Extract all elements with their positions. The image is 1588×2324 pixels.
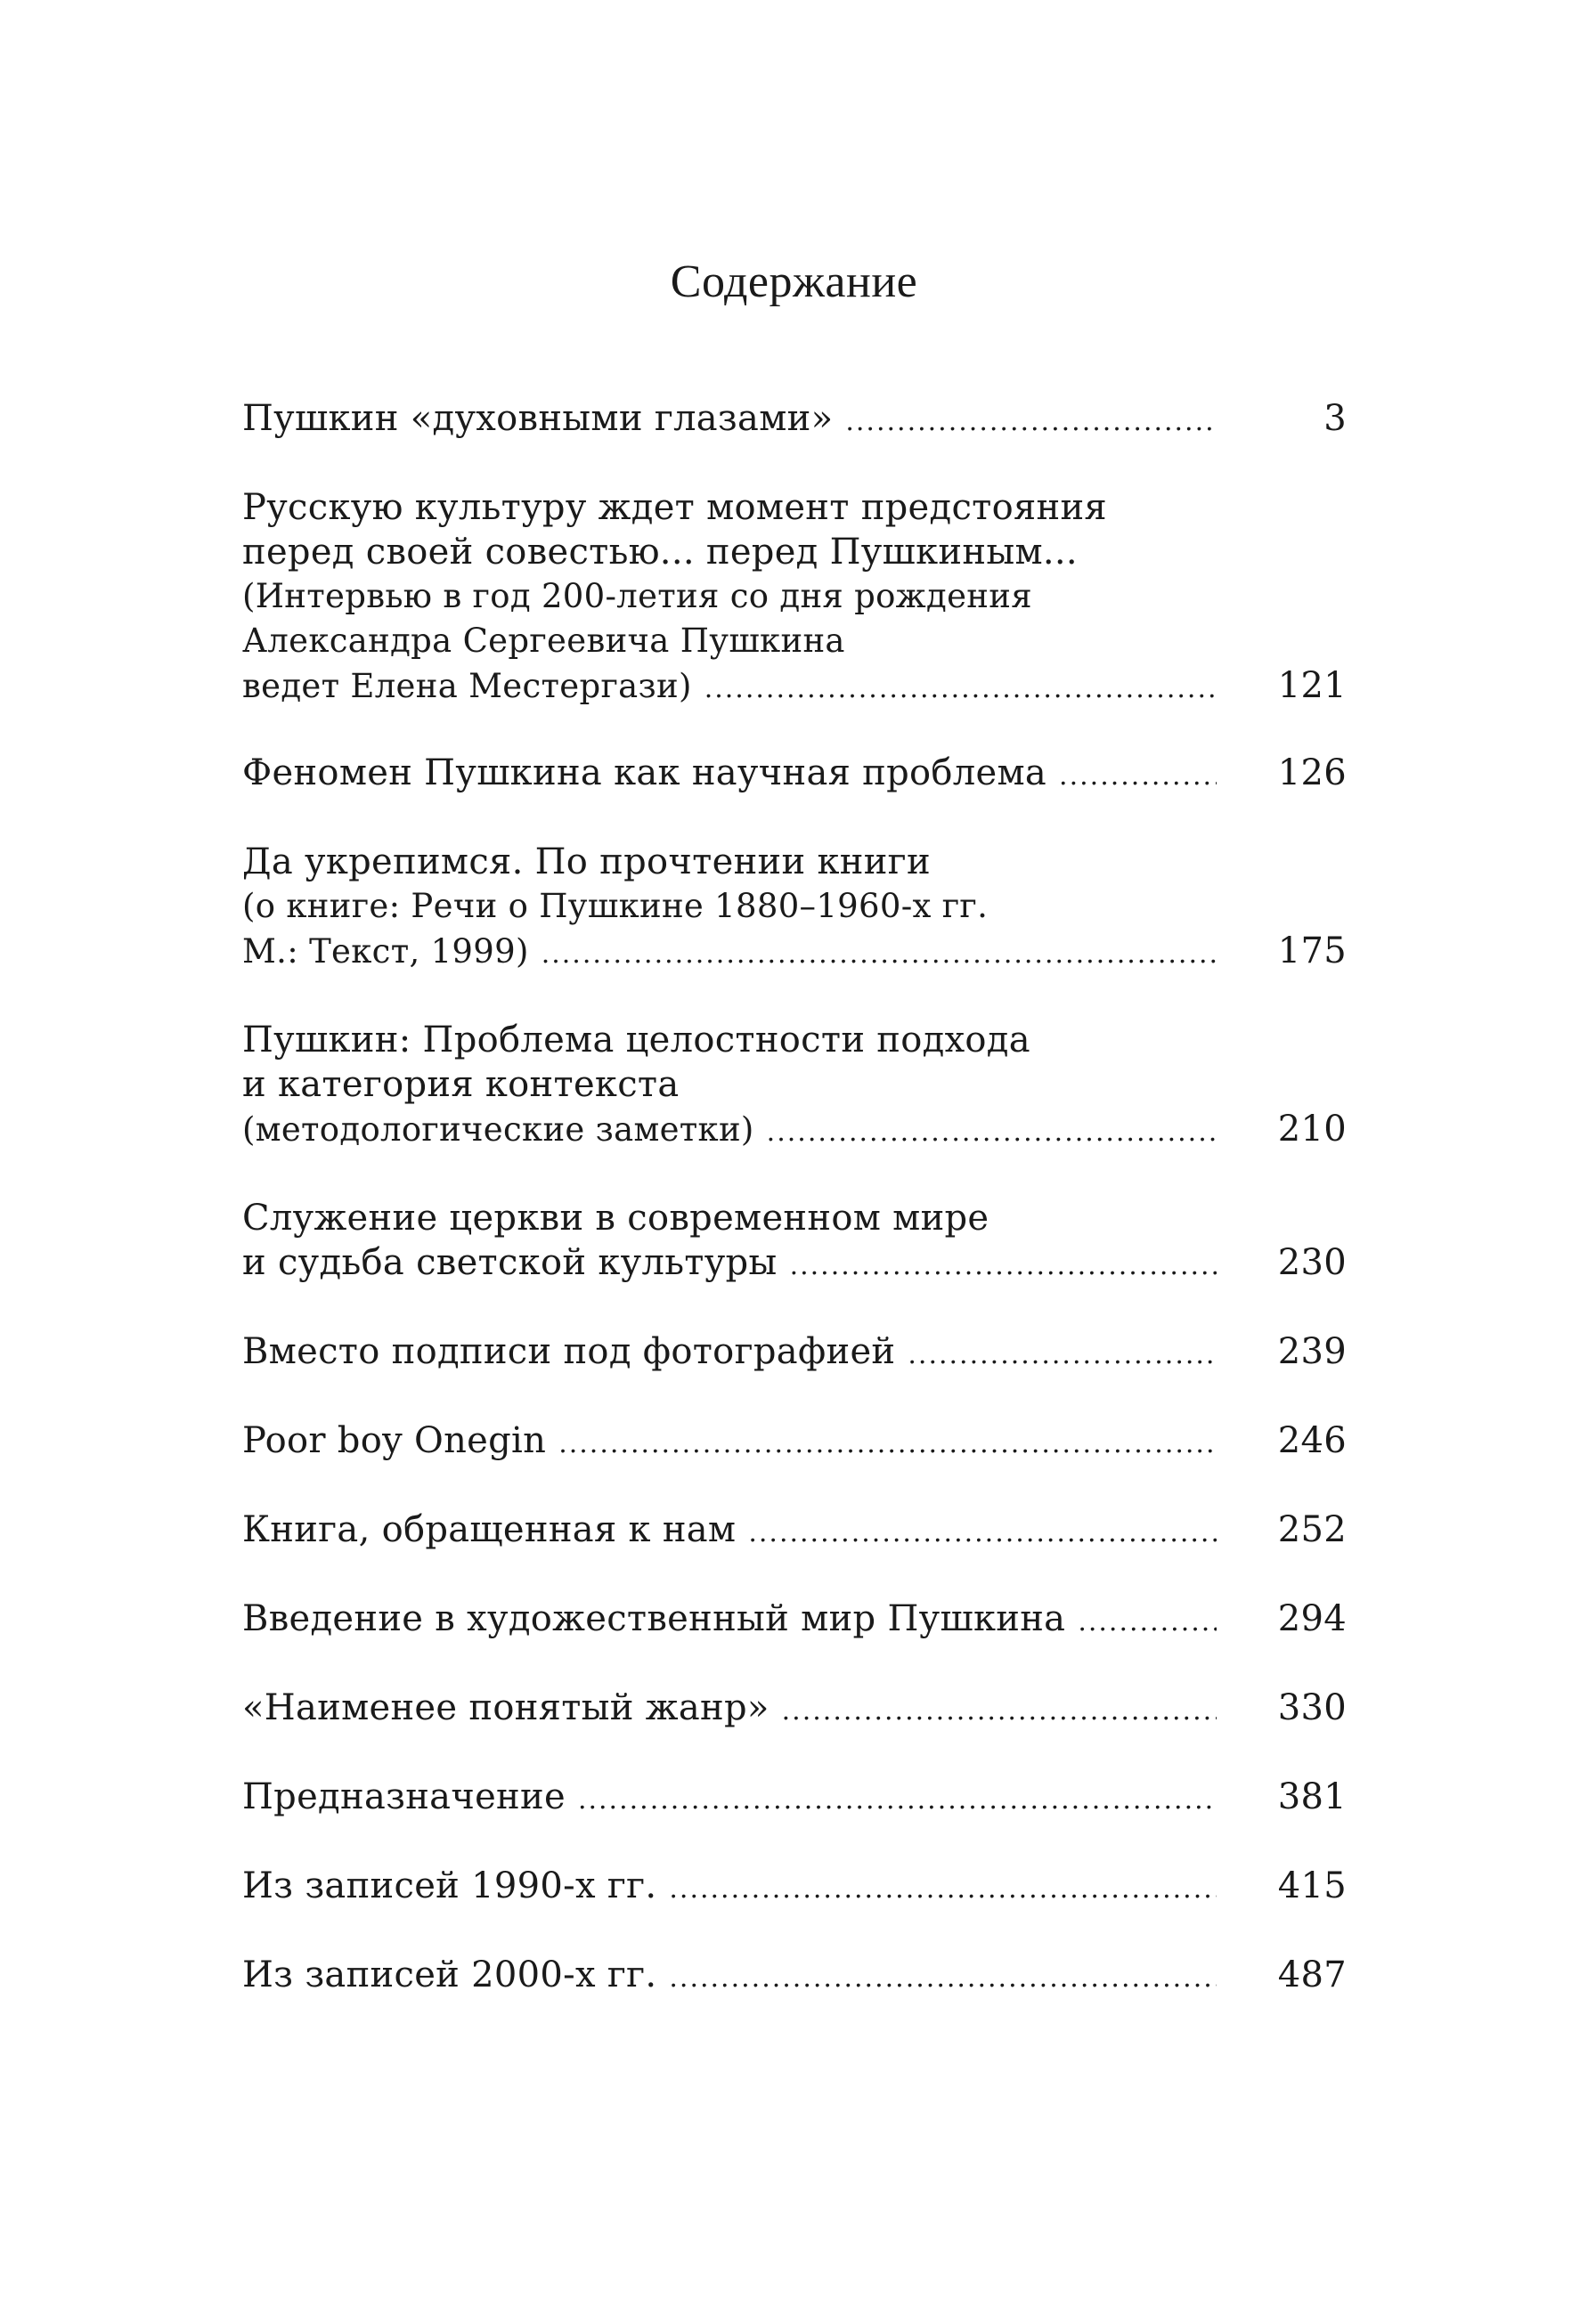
toc-page-number: 415 [1277, 1865, 1347, 1906]
toc-entry-last-line [242, 1107, 1347, 1155]
toc-entry-title: «Наименее понятый жанр» [242, 1687, 770, 1728]
dot-leader [704, 667, 1217, 711]
toc-entry-last-line [242, 1953, 1347, 2001]
toc-entry-line: перед своей совестью... перед Пушкиным... [242, 532, 1078, 573]
toc-page-number: 230 [1277, 1242, 1347, 1283]
dot-leader [767, 1110, 1217, 1155]
toc-entry-title: Вместо подписи под фотографией [242, 1331, 896, 1372]
dot-leader [669, 1867, 1217, 1912]
toc-entry-title: Из записей 1990-х гг. [242, 1865, 657, 1906]
page-title: Содержание [670, 256, 918, 307]
dot-leader [748, 1511, 1217, 1556]
toc-entry-last-line [242, 1418, 1347, 1467]
toc-entry-last-line [242, 929, 1347, 977]
dot-leader [558, 1422, 1217, 1467]
toc-entry-title: М.: Текст, 1999) [242, 932, 529, 971]
toc-entry-title: и судьба светской культуры [242, 1242, 778, 1283]
toc-page-number: 246 [1277, 1420, 1347, 1461]
toc-entry-last-line [242, 396, 1347, 444]
toc-entry-title: ведет Елена Местергази) [242, 667, 692, 705]
toc-entry-line: Александра Сергеевича Пушкина [242, 622, 845, 660]
toc-page-number: 126 [1277, 752, 1347, 793]
toc-entry [242, 1196, 1347, 1288]
toc-entry [242, 840, 1347, 977]
toc-entry [242, 485, 1347, 711]
toc-entry [242, 1507, 1347, 1556]
toc-entry-title: Пушкин «духовными глазами» [242, 398, 834, 439]
toc-page-number: 3 [1323, 398, 1347, 439]
toc-page-number: 381 [1277, 1776, 1347, 1817]
toc-entry-last-line [242, 1864, 1347, 1912]
toc-entry [242, 1329, 1347, 1377]
toc-entry [242, 1953, 1347, 2001]
toc-page-number: 330 [1277, 1687, 1347, 1728]
toc-entry [242, 751, 1347, 799]
dot-leader [1059, 754, 1217, 799]
toc-entry-line: (о книге: Речи о Пушкине 1880–1960-х гг. [242, 887, 989, 925]
toc-entry-last-line [242, 1597, 1347, 1645]
toc-page-number: 252 [1277, 1509, 1347, 1550]
toc-page-number: 121 [1277, 665, 1347, 706]
toc-page-number: 175 [1277, 930, 1347, 971]
toc-entry-title: Poor boy Onegin [242, 1420, 547, 1461]
toc-entry-last-line [242, 1507, 1347, 1556]
toc-entry-title: Феномен Пушкина как научная проблема [242, 752, 1047, 793]
toc-entry-title: Из записей 2000-х гг. [242, 1954, 657, 1995]
toc-entry-line: Служение церкви в современном мире [242, 1198, 989, 1239]
toc-entry-last-line [242, 1686, 1347, 1734]
toc-entry-last-line [242, 663, 1347, 711]
toc-entry-last-line [242, 1240, 1347, 1288]
toc-entry-line: (Интервью в год 200-летия со дня рождения [242, 577, 1032, 615]
toc-entry-line: и категория контекста [242, 1064, 680, 1105]
dot-leader [542, 932, 1217, 977]
toc-entry-last-line [242, 1329, 1347, 1377]
toc-entry-line: Пушкин: Проблема целостности подхода [242, 1020, 1030, 1060]
toc-entry [242, 1418, 1347, 1467]
toc-page-number: 487 [1277, 1954, 1347, 1995]
dot-leader [1078, 1600, 1217, 1645]
toc-page-number: 210 [1277, 1109, 1347, 1150]
toc-entry-title: Предназначение [242, 1776, 566, 1817]
toc-entry [242, 396, 1347, 444]
toc-entry [242, 1597, 1347, 1645]
dot-leader [845, 400, 1217, 444]
toc-entry-line: Русскую культуру ждет момент предстояния [242, 487, 1107, 528]
toc-entry-last-line [242, 751, 1347, 799]
toc-page-number: 239 [1277, 1331, 1347, 1372]
toc-entry [242, 1775, 1347, 1823]
toc-entry-title: (методологические заметки) [242, 1110, 754, 1149]
dot-leader [908, 1333, 1217, 1377]
toc-entry [242, 1018, 1347, 1155]
dot-leader [578, 1778, 1217, 1823]
dot-leader [669, 1956, 1217, 2001]
dot-leader [790, 1244, 1217, 1288]
toc-entry-line: Да укрепимся. По прочтении книги [242, 841, 931, 882]
toc-entry-last-line [242, 1775, 1347, 1823]
toc-entry-title: Книга, обращенная к нам [242, 1509, 737, 1550]
toc-entry [242, 1686, 1347, 1734]
toc-entry-title: Введение в художественный мир Пушкина [242, 1598, 1066, 1639]
dot-leader [782, 1689, 1217, 1734]
toc-entry [242, 1864, 1347, 1912]
toc-page-number: 294 [1277, 1598, 1347, 1639]
